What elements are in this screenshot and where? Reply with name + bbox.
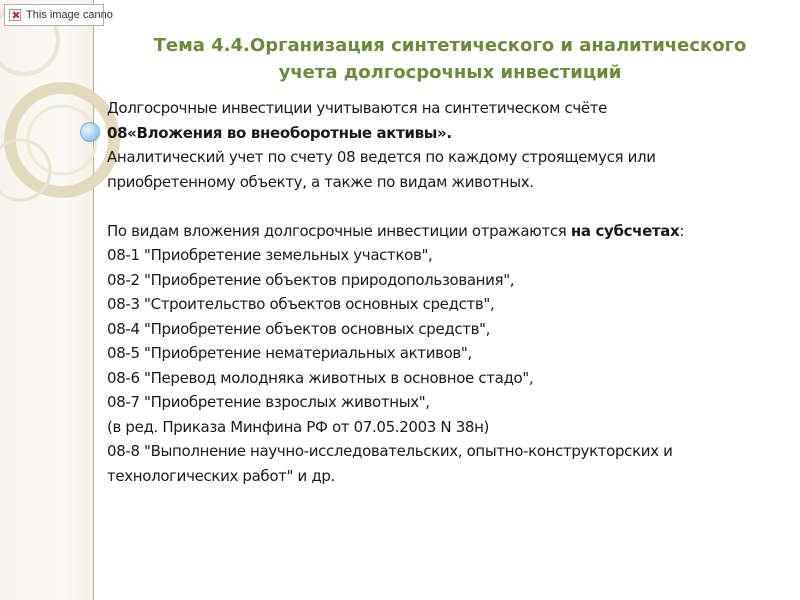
decorative-rings: [0, 0, 93, 600]
subaccount-item: 08-4 "Приобретение объектов основных средств",: [107, 319, 491, 338]
slide-title-line-1: Тема 4.4.Организация синтетического и аналитического: [153, 35, 747, 56]
slide-body-text: [107, 96, 777, 488]
slide-title: [120, 32, 780, 86]
body-paragraph-2-line-1: Аналитический учет по счету 08 ведется по каждому строящемуся или: [107, 148, 656, 166]
slide-title-line-2: учета долгосрочных инвестиций: [278, 62, 622, 83]
subaccount-item: 08-7 "Приобретение взрослых животных",: [107, 393, 430, 411]
subaccount-item: 08-5 "Приобретение нематериальных активов",: [107, 344, 472, 362]
decorative-side-panel: [0, 0, 94, 600]
account-08-name: 08«Вложения во внеоборотные активы».: [107, 123, 452, 142]
body-paragraph-1-line-1: Долгосрочные инвестиции учитываются на синтетическом счёте: [107, 99, 608, 117]
subaccount-item-continuation: технологических работ" и др.: [107, 466, 335, 485]
paragraph-spacer: [107, 194, 777, 219]
subaccounts-colon: :: [679, 221, 685, 240]
body-paragraph-2-line-2: приобретенному объекту, а также по видам животных.: [107, 172, 534, 191]
amendment-note: (в ред. Приказа Минфина РФ от 07.05.2003 N 38н): [107, 417, 490, 436]
subaccount-item: 08-8 "Выполнение научно-исследовательских, опытно-конструкторских и: [107, 442, 673, 460]
subaccount-item: 08-2 "Приобретение объектов природопользования",: [107, 270, 515, 289]
body-paragraph-1-line-2: [107, 121, 777, 146]
broken-image-icon: [9, 9, 21, 21]
broken-image-text: This image canno: [26, 9, 113, 21]
bullet-circle-icon: [80, 122, 100, 142]
subaccount-item: 08-6 "Перевод молодняка животных в основное стадо",: [107, 368, 534, 387]
subaccounts-intro-text: По видам вложения долгосрочные инвестиции отражаются: [107, 221, 571, 240]
subaccounts-bold-text: на субсчетах: [570, 221, 680, 240]
subaccount-item: 08-1 "Приобретение земельных участков",: [107, 246, 433, 264]
body-paragraph-3-line-1: [107, 219, 777, 244]
broken-image-placeholder: [4, 4, 113, 26]
subaccount-item: 08-3 "Строительство объектов основных средств",: [107, 295, 495, 313]
